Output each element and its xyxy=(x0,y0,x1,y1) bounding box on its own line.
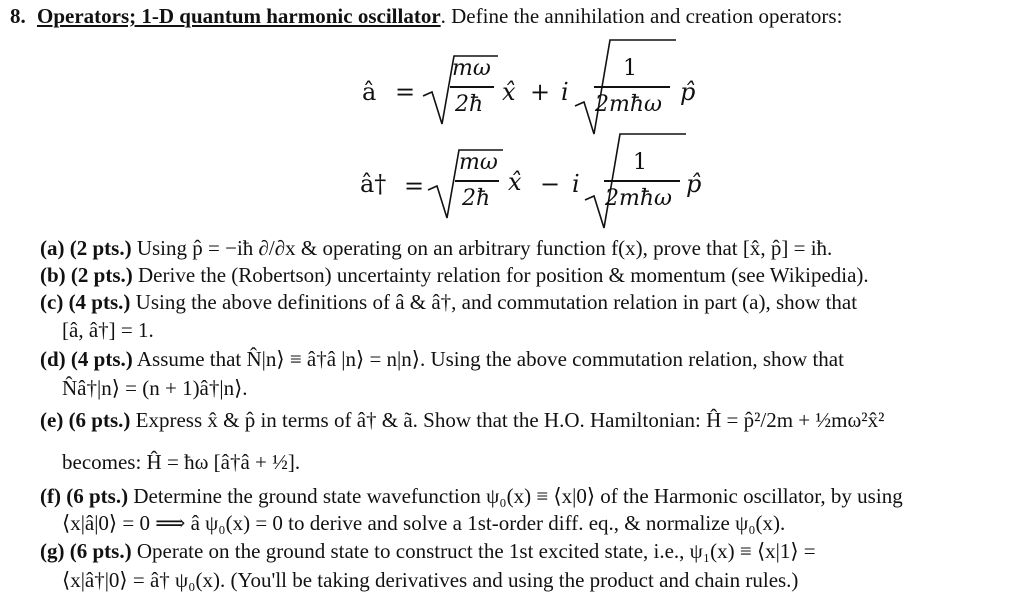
eq1-plus: + xyxy=(530,78,551,106)
eq2-i: i xyxy=(572,170,580,198)
eq1-lhs: â xyxy=(362,78,377,106)
eq2-x-hat: x̂ xyxy=(508,168,522,196)
eq1-frac1-bar xyxy=(450,86,494,88)
part-label: (d) xyxy=(40,347,66,371)
part-f-continuation: ⟨x|â|0⟩ = 0 ⟹ â ψ₀(x) = 0 to derive and solve a 1st-order diff. eq., & normalize ψ₀(x). xyxy=(62,511,786,535)
eq2-p-hat: p̂ xyxy=(686,170,702,198)
part-g-continuation: ⟨x|â†|0⟩ = â† ψ₀(x). (You'll be taking derivatives and using the product and chain rules.) xyxy=(62,568,799,592)
part-d-continuation: N̂â†|n⟩ = (n + 1)â†|n⟩. xyxy=(62,376,248,400)
part-a xyxy=(40,236,832,261)
part-points: (6 pts.) xyxy=(66,484,129,508)
part-e xyxy=(40,408,884,433)
part-label: (g) xyxy=(40,539,65,563)
part-points: (2 pts.) xyxy=(70,263,133,287)
eq2-frac1-bar xyxy=(455,180,499,182)
eq2-frac2-num: 1 xyxy=(633,150,647,175)
part-text: Using p̂ = −iħ ∂/∂x & operating on an arbitrary function f(x), prove that [x̂, p̂] = iħ. xyxy=(136,236,833,260)
eq2-minus: − xyxy=(540,170,561,198)
eq2-frac1-num: mω xyxy=(459,150,498,175)
eq1-sqrt2-radical xyxy=(572,34,682,134)
part-text: Derive the (Robertson) uncertainty relation for position & momentum (see Wikipedia). xyxy=(138,263,869,287)
part-label: (e) xyxy=(40,408,64,432)
part-points: (4 pts.) xyxy=(68,290,131,314)
part-b xyxy=(40,263,869,288)
part-e-continuation: becomes: Ĥ = ħω [â†â + ½]. xyxy=(62,450,301,474)
eq1-p-hat: p̂ xyxy=(680,78,696,106)
problem-title: Operators; 1-D quantum harmonic oscillator xyxy=(37,4,441,28)
eq2-frac1-den: 2ħ xyxy=(462,186,491,211)
part-points: (4 pts.) xyxy=(70,347,133,371)
part-text: Determine the ground state wavefunction ψ₀(x) ≡ ⟨x|0⟩ of the Harmonic oscillator, by using xyxy=(133,484,903,508)
problem-header xyxy=(10,4,842,29)
problem-number: 8. xyxy=(10,4,26,28)
eq1-frac1-num: mω xyxy=(452,56,491,81)
part-c-continuation: [â, â†] = 1. xyxy=(62,318,154,342)
part-points: (6 pts.) xyxy=(69,539,132,563)
part-f xyxy=(40,484,903,509)
eq2-equals: = xyxy=(404,172,425,200)
part-label: (f) xyxy=(40,484,61,508)
part-c xyxy=(40,290,857,315)
part-g xyxy=(40,539,816,564)
eq1-x-hat: x̂ xyxy=(502,78,516,106)
part-label: (c) xyxy=(40,290,64,314)
eq1-frac2-num: 1 xyxy=(623,56,637,81)
eq1-i: i xyxy=(561,78,569,106)
eq2-lhs: â† xyxy=(360,170,387,198)
eq2-frac2-den: 2mħω xyxy=(605,186,672,211)
problem-intro: . Define the annihilation and creation operators: xyxy=(440,4,843,28)
part-label: (b) xyxy=(40,263,66,287)
part-points: (6 pts.) xyxy=(68,408,131,432)
eq2-frac2-bar xyxy=(604,180,680,182)
part-text: Assume that N̂|n⟩ ≡ â†â |n⟩ = n|n⟩. Using the above commutation relation, show that xyxy=(136,347,844,371)
part-text: Operate on the ground state to construct the 1st excited state, i.e., ψ₁(x) ≡ ⟨x|1⟩ = xyxy=(136,539,816,563)
eq1-frac1-den: 2ħ xyxy=(455,92,484,117)
part-d xyxy=(40,347,844,372)
eq1-equals: = xyxy=(395,78,416,106)
part-label: (a) xyxy=(40,236,65,260)
part-text: Using the above definitions of â & â†, and commutation relation in part (a), show that xyxy=(135,290,858,314)
eq1-frac2-bar xyxy=(594,86,670,88)
eq2-sqrt2-radical xyxy=(582,128,692,228)
part-points: (2 pts.) xyxy=(69,236,132,260)
eq1-frac2-den: 2mħω xyxy=(595,92,662,117)
part-text: Express x̂ & p̂ in terms of â† & ã. Show that the H.O. Hamiltonian: Ĥ = p̂²/2m + ½mω²x̂² xyxy=(135,408,885,432)
